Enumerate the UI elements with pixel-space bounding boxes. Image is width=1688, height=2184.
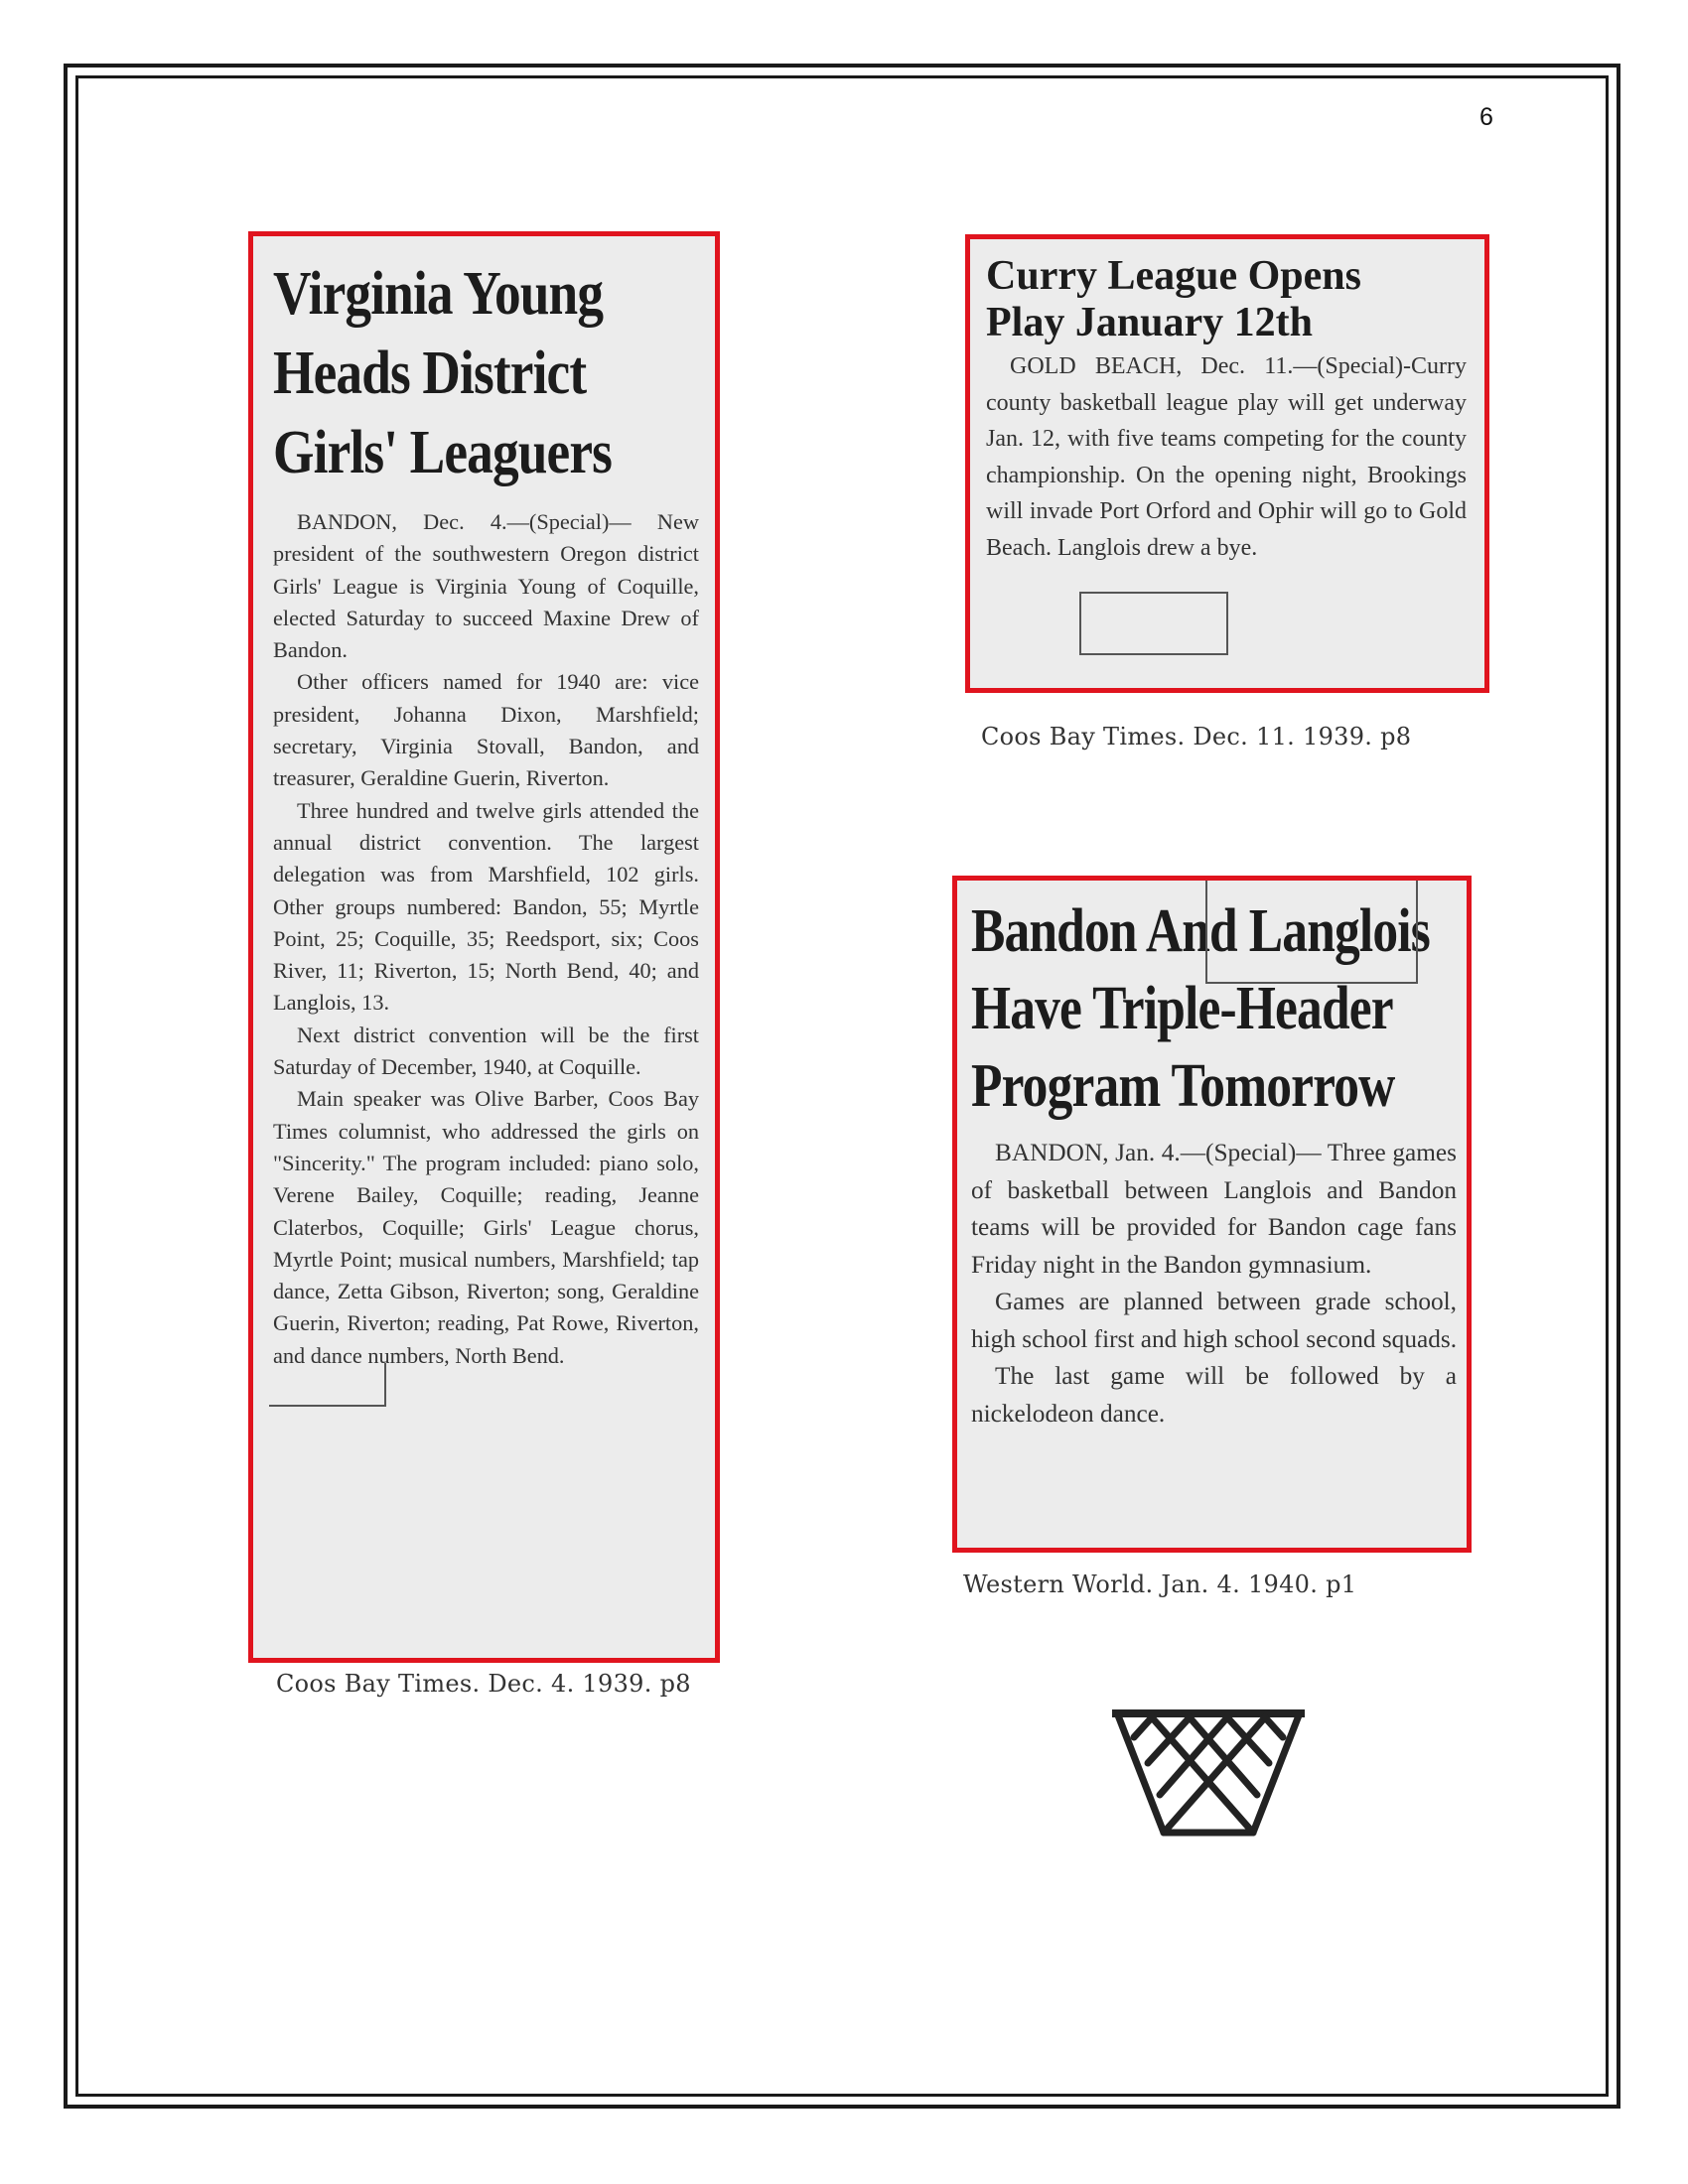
headline-line: Program Tomorrow: [971, 1052, 1395, 1120]
page-number: 6: [1479, 103, 1493, 131]
clipping-body: [986, 348, 1467, 566]
headline-line: Have Triple-Header: [971, 975, 1393, 1042]
clipping-caption: Coos Bay Times. Dec. 11. 1939. p8: [981, 723, 1412, 751]
clipping-curry-league: [965, 234, 1489, 693]
clipping-body: [273, 506, 699, 1372]
headline-line: Virginia Young: [273, 260, 604, 328]
article-paragraph: Three hundred and twelve girls attended the annual district convention. The largest delegation was from Marshfield, 102 girls. Other groups numbered: Bandon, 55; Myrtle Point, 25; Coquille, 35; Reedsport, six; Coos River, 11; Riverton, 15; North Bend, 40; and Langlois, 13.: [273, 797, 699, 1016]
article-paragraph: Next district convention will be the first Saturday of December, 1940, at Coquille.: [273, 1022, 699, 1080]
article-paragraph: BANDON, Jan. 4.—(Special)— Three games of basketball between Langlois and Bandon teams will be provided for Bandon cage fans Friday night in the Bandon gymnasium.: [971, 1139, 1457, 1279]
clipping-headline: [986, 253, 1467, 346]
clipping-body: [971, 1135, 1457, 1433]
headline-line: Curry League Opens: [986, 253, 1361, 299]
article-paragraph: BANDON, Dec. 4.—(Special)— New president of the southwestern Oregon district Girls' League is Virginia Young of Coquille, elected Saturday to succeed Maxine Drew of Bandon.: [273, 509, 699, 663]
headline-line: Bandon And Langlois: [971, 897, 1430, 965]
headline-line: Heads District: [273, 340, 587, 407]
clipping-caption: Western World. Jan. 4. 1940. p1: [963, 1570, 1357, 1598]
langlois-highlight-box: [269, 1363, 386, 1407]
clipping-bandon-langlois: [952, 876, 1472, 1553]
langlois-highlight-box: [1205, 881, 1418, 984]
clipping-caption: Coos Bay Times. Dec. 4. 1939. p8: [276, 1670, 691, 1698]
article-paragraph: Main speaker was Olive Barber, Coos Bay Times columnist, who addressed the girls on "Sincerity." The program included: piano solo, Verene Bailey, Coquille; reading, Jeanne Claterbos, Coquille; Girls' League chorus, Myrtle Point; musical numbers, Marshfield; tap dance, Zetta Gibson, Riverton; song, Geraldine Guerin, Riverton; reading, Pat Rowe, Riverton, and dance numbers, North Bend.: [273, 1086, 699, 1368]
article-paragraph: Other officers named for 1940 are: vice president, Johanna Dixon, Marshfield; secretary, Virginia Stovall, Bandon, and treasurer, Geraldine Guerin, Riverton.: [273, 669, 699, 791]
article-paragraph: Games are planned between grade school, high school first and high school second squads.: [971, 1288, 1458, 1353]
article-paragraph: The last game will be followed by a nickelodeon dance.: [971, 1362, 1457, 1428]
article-paragraph: GOLD BEACH, Dec. 11.—(Special)-Curry county basketball league play will get underway Jan. 12, with five teams competing for the county championship. On the opening night, Brookings will invade Port Orford and Ophir will go to Gold Beach. Langlois drew a bye.: [986, 353, 1467, 561]
basketball-hoop-icon: [1112, 1709, 1305, 1839]
headline-line: Play January 12th: [986, 300, 1314, 345]
clipping-virginia-young: [248, 231, 720, 1663]
langlois-highlight-box: [1079, 592, 1228, 655]
clipping-headline: [273, 254, 717, 492]
headline-line: Girls' Leaguers: [273, 419, 613, 486]
